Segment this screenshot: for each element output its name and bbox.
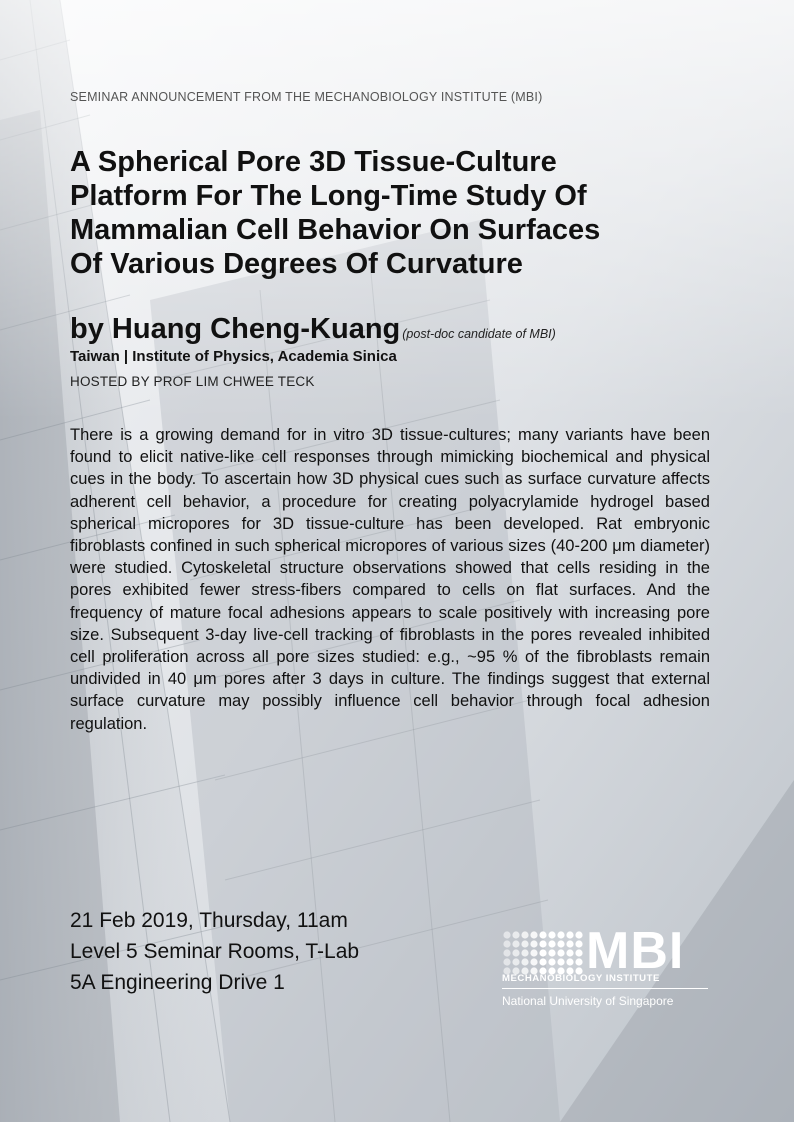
title-line: Of Various Degrees Of Curvature bbox=[70, 248, 523, 280]
event-address: 5A Engineering Drive 1 bbox=[70, 971, 285, 994]
university-name: National University of Singapore bbox=[502, 994, 674, 1008]
speaker-role: (post-doc candidate of MBI) bbox=[402, 327, 556, 341]
speaker-name: Huang Cheng-Kuang bbox=[111, 313, 401, 345]
host-line: HOSTED BY PROF LIM CHWEE TECK bbox=[70, 374, 315, 389]
mbi-wordmark: MBI bbox=[586, 922, 685, 980]
logo-divider bbox=[502, 988, 708, 989]
institute-name: MECHANOBIOLOGY INSTITUTE bbox=[502, 973, 660, 984]
speaker-affiliation: Taiwan | Institute of Physics, Academia Sinica bbox=[70, 348, 397, 365]
speaker-prefix: by bbox=[70, 313, 104, 345]
event-details bbox=[70, 905, 470, 998]
dot-grid-icon bbox=[502, 930, 588, 978]
announcement-header: SEMINAR ANNOUNCEMENT FROM THE MECHANOBIOLOGY INSTITUTE (MBI) bbox=[70, 90, 543, 104]
abstract-text: There is a growing demand for in vitro 3D tissue-cultures; many variants have been found to elicit native-like cell responses through mimicking biochemical and physical cues in the body. To ascertain how 3D physical cues such as surface curvature affects adherent cell behavior, a procedure for creating polyacrylamide hydrogel based spherical micropores for 3D tissue-culture has been developed. Rat embryonic fibroblasts confined in such spherical micropores of various sizes (40-200 μm diameter) were studied. Cytoskeletal structure observations showed that cells residing in the pores exhibited fewer stress-fibers compared to cells on flat surfaces. And the frequency of mature focal adhesions appears to scale positively with increasing pore size. Subsequent 3-day live-cell tracking of fibroblasts in the pores revealed inhibited cell proliferation across all pore sizes studied: e.g., ~95 % of the fibroblasts remain undivided in 40 μm pores after 3 days in culture. The findings suggest that external surface curvature may possibly influence cell behavior through focal adhesion regulation. bbox=[70, 426, 710, 733]
event-venue: Level 5 Seminar Rooms, T-Lab bbox=[70, 940, 360, 963]
mbi-logo bbox=[500, 922, 712, 1017]
speaker-line bbox=[70, 312, 750, 351]
event-datetime: 21 Feb 2019, Thursday, 11am bbox=[70, 909, 348, 932]
title-line: Mammalian Cell Behavior On Surfaces bbox=[70, 214, 601, 246]
title-line: Platform For The Long-Time Study Of bbox=[70, 180, 587, 212]
seminar-title bbox=[70, 145, 750, 281]
title-line: A Spherical Pore 3D Tissue-Culture bbox=[70, 146, 557, 178]
